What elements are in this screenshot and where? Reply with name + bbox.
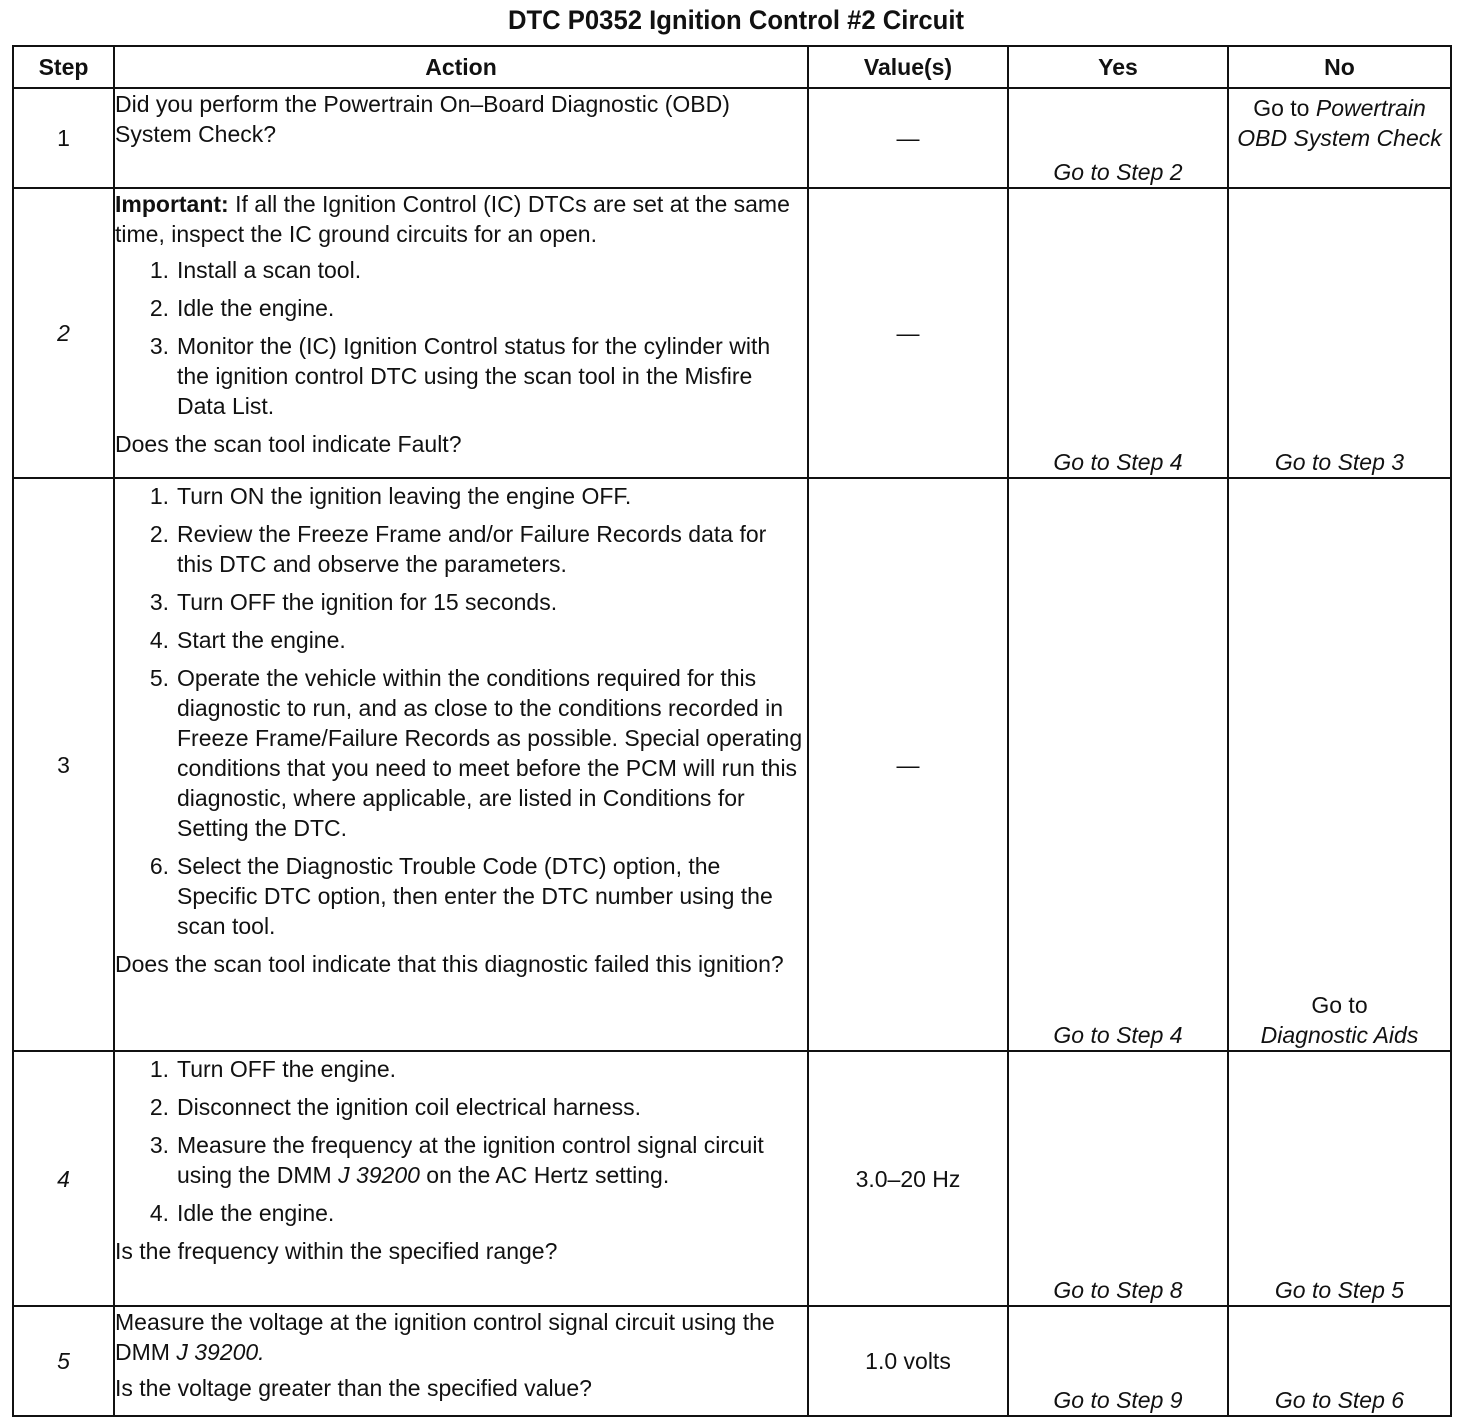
action-cell (114, 1306, 808, 1416)
action-question: Does the scan tool indicate Fault? (115, 431, 462, 457)
step-number: 2 (13, 188, 114, 478)
yes-cell (1008, 1051, 1228, 1306)
list-text: Turn OFF the engine. (177, 1056, 397, 1082)
table-row (13, 1306, 1451, 1416)
list-item (115, 1054, 807, 1084)
important-note (115, 189, 807, 249)
action-text-part: Measure the voltage at the ignition control signal circuit using the DMM (115, 1309, 775, 1365)
list-number: 3. (149, 589, 169, 615)
list-item (115, 1130, 807, 1190)
value-cell: — (808, 188, 1008, 478)
list-number: 1. (149, 1056, 169, 1082)
list-item (115, 663, 807, 843)
diagnostic-table (12, 45, 1452, 1417)
action-question: Is the frequency within the specified range? (115, 1238, 558, 1264)
list-number: 4. (149, 627, 169, 653)
list-item (115, 851, 807, 941)
header-yes: Yes (1008, 46, 1228, 88)
important-label: Important: (115, 191, 229, 217)
value-cell: 3.0–20 Hz (808, 1051, 1008, 1306)
no-cell (1228, 478, 1451, 1051)
tool-reference: J 39200. (176, 1339, 265, 1365)
yes-link[interactable]: Go to Step 2 (1053, 159, 1183, 185)
step-number: 4 (13, 1051, 114, 1306)
no-link[interactable]: Go to Step 6 (1274, 1387, 1405, 1413)
list-text: Idle the engine. (177, 295, 335, 321)
action-cell (114, 478, 808, 1051)
no-cell (1228, 88, 1451, 188)
no-cell (1228, 188, 1451, 478)
action-cell (114, 188, 808, 478)
no-link[interactable]: Powertrain OBD System Check (1237, 95, 1442, 151)
yes-link[interactable]: Go to Step 9 (1053, 1387, 1183, 1413)
substep-list (115, 1054, 807, 1228)
list-text: Idle the engine. (177, 1200, 335, 1226)
action-text (115, 1307, 807, 1367)
list-text: Select the Diagnostic Trouble Code (DTC) option, the Specific DTC option, then enter the DTC number using the scan tool. (177, 853, 773, 939)
list-text: Disconnect the ignition coil electrical harness. (177, 1094, 642, 1120)
action-question: Did you perform the Powertrain On–Board Diagnostic (OBD) System Check? (115, 91, 730, 147)
action-cell (114, 88, 808, 188)
list-text (177, 1130, 807, 1190)
tool-reference: J 39200 (338, 1162, 420, 1188)
list-text-part: on the AC Hertz setting. (419, 1162, 670, 1188)
yes-cell (1008, 478, 1228, 1051)
list-number: 2. (149, 295, 169, 321)
yes-cell (1008, 88, 1228, 188)
list-item (115, 1092, 807, 1122)
table-header-row (13, 46, 1451, 88)
action-cell (114, 1051, 808, 1306)
table-row (13, 88, 1451, 188)
list-number: 3. (149, 333, 169, 359)
no-prefix: Go to (1253, 95, 1310, 121)
value-cell: — (808, 88, 1008, 188)
value-cell: — (808, 478, 1008, 1051)
no-link[interactable]: Go to Step 5 (1274, 1277, 1405, 1303)
list-number: 2. (149, 521, 169, 547)
header-step: Step (13, 46, 114, 88)
list-text: Monitor the (IC) Ignition Control status for the cylinder with the ignition control DTC using the scan tool in the Misfire Data List. (177, 333, 771, 419)
no-link[interactable]: Diagnostic Aids (1260, 1022, 1419, 1048)
list-item (115, 331, 807, 421)
yes-link[interactable]: Go to Step 4 (1053, 449, 1183, 475)
list-item (115, 519, 807, 579)
list-item (115, 587, 807, 617)
table-row (13, 188, 1451, 478)
value-cell: 1.0 volts (808, 1306, 1008, 1416)
table-row (13, 1051, 1451, 1306)
substep-list (115, 481, 807, 941)
list-text: Operate the vehicle within the conditions required for this diagnostic to run, and as close to the conditions recorded in Freeze Frame/Failure Records as possible. Special operating conditions that you need to meet before the PCM will run this diagnostic, where applicable, are listed in Conditions for Setting the DTC. (177, 665, 803, 841)
list-number: 6. (149, 853, 169, 879)
no-cell (1228, 1051, 1451, 1306)
yes-link[interactable]: Go to Step 8 (1053, 1277, 1183, 1303)
yes-cell (1008, 188, 1228, 478)
list-item (115, 293, 807, 323)
no-cell (1228, 1306, 1451, 1416)
page-title: DTC P0352 Ignition Control #2 Circuit (507, 5, 965, 35)
list-text: Start the engine. (177, 627, 346, 653)
header-action: Action (114, 46, 808, 88)
list-item (115, 481, 807, 511)
list-number: 4. (149, 1200, 169, 1226)
list-number: 1. (149, 257, 169, 283)
action-question: Does the scan tool indicate that this diagnostic failed this ignition? (115, 951, 784, 977)
step-number: 5 (13, 1306, 114, 1416)
list-item (115, 255, 807, 285)
table-row (13, 478, 1451, 1051)
header-values: Value(s) (808, 46, 1008, 88)
list-text: Install a scan tool. (177, 257, 362, 283)
list-number: 5. (149, 665, 169, 691)
substep-list (115, 255, 807, 421)
no-link[interactable]: Go to Step 3 (1274, 449, 1405, 475)
important-text: If all the Ignition Control (IC) DTCs are set at the same time, inspect the IC ground circuits for an open. (115, 191, 790, 247)
yes-link[interactable]: Go to Step 4 (1053, 1022, 1183, 1048)
list-number: 2. (149, 1094, 169, 1120)
step-number: 3 (13, 478, 114, 1051)
header-no: No (1228, 46, 1451, 88)
no-prefix: Go to (1311, 992, 1368, 1018)
list-number: 1. (149, 483, 169, 509)
list-item (115, 1198, 807, 1228)
list-text: Review the Freeze Frame and/or Failure Records data for this DTC and observe the parameters. (177, 521, 767, 577)
action-question: Is the voltage greater than the specified value? (115, 1375, 592, 1401)
list-item (115, 625, 807, 655)
list-number: 3. (149, 1132, 169, 1158)
list-text-part: Measure the frequency at the ignition control signal circuit using the DMM (177, 1132, 764, 1188)
list-text: Turn OFF the ignition for 15 seconds. (177, 589, 558, 615)
step-number: 1 (13, 88, 114, 188)
yes-cell (1008, 1306, 1228, 1416)
list-text: Turn ON the ignition leaving the engine OFF. (177, 483, 632, 509)
